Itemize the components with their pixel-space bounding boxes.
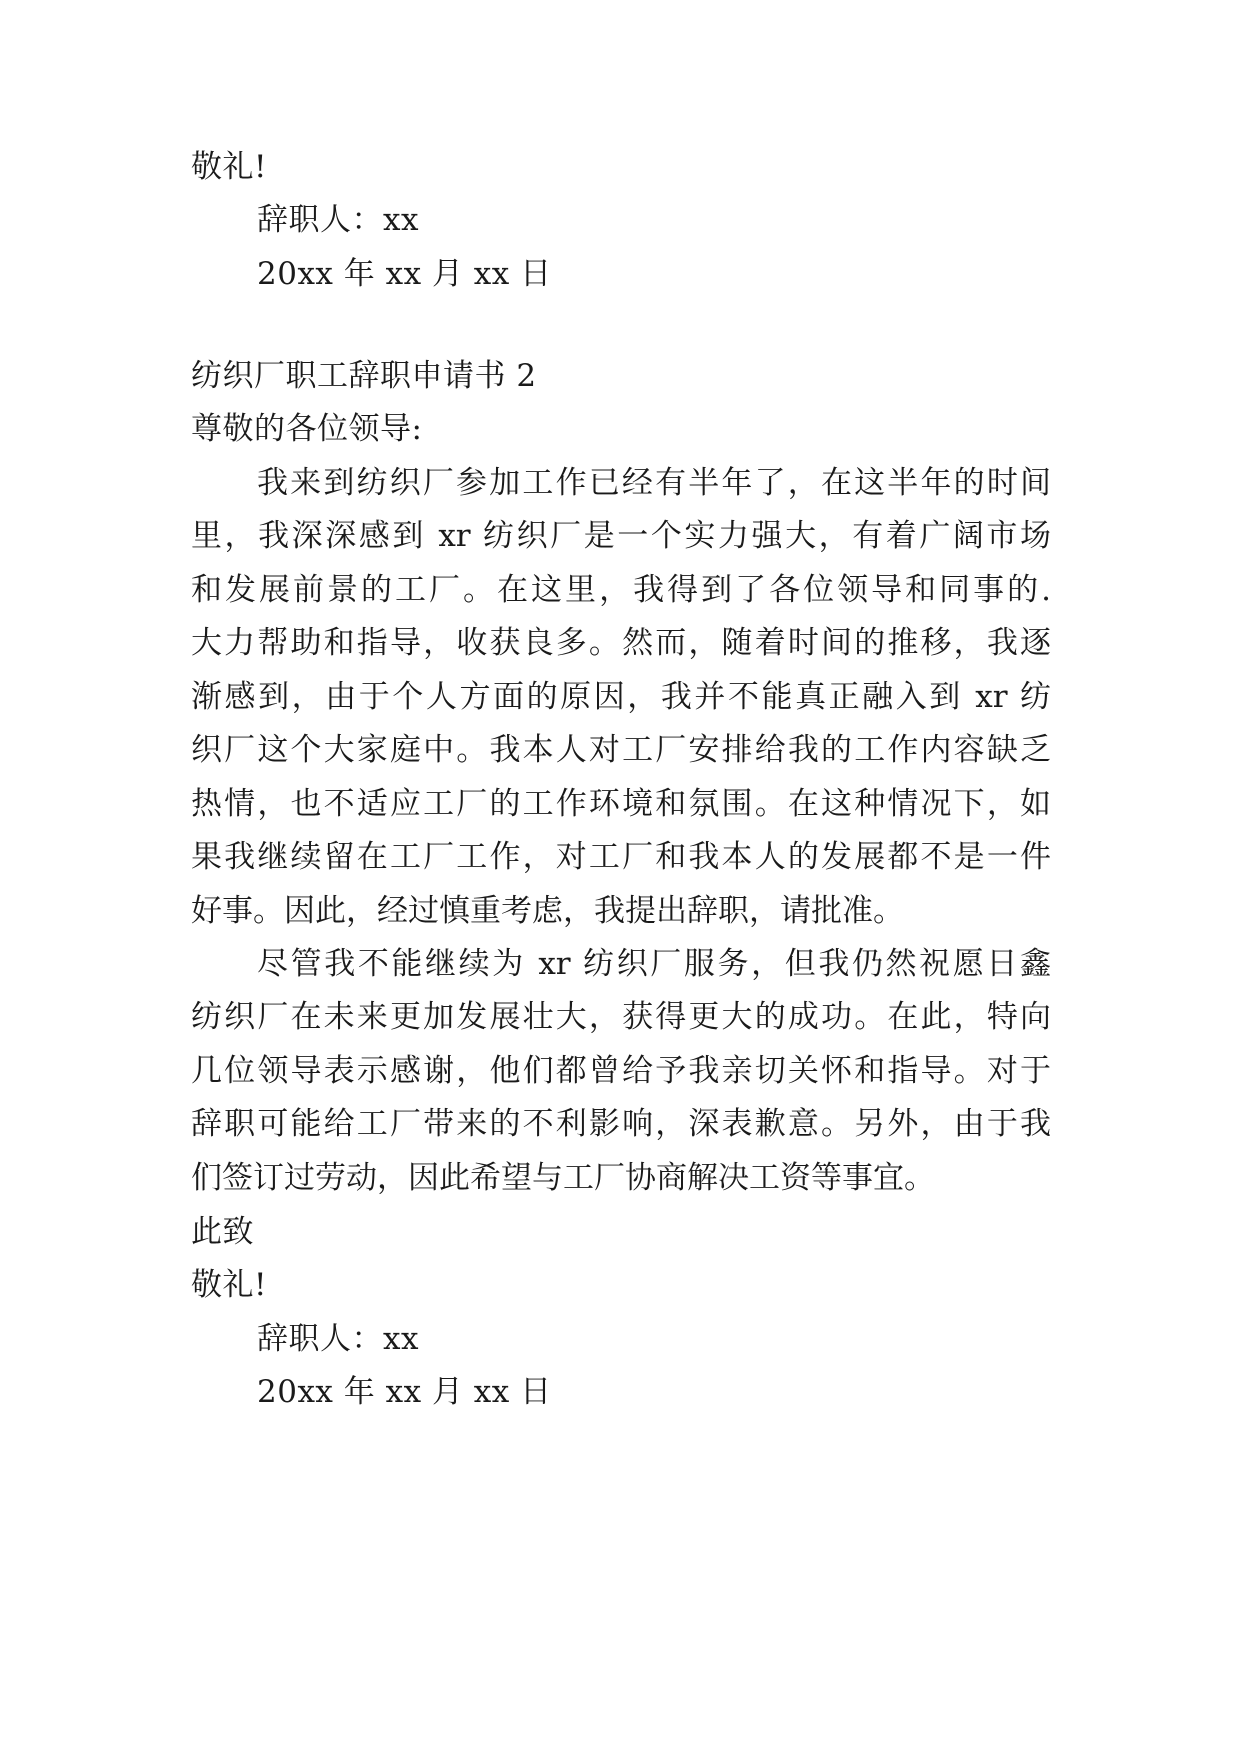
- paragraph-line: 果我继续留在工厂工作，对工厂和我本人的发展都不是一件: [191, 839, 1051, 875]
- closing-text: 此致: [191, 1214, 254, 1250]
- signer-text: 辞职人：xx: [257, 1321, 419, 1357]
- salute-text: 敬礼!: [191, 149, 267, 185]
- signer-text: 辞职人：xx: [257, 202, 419, 238]
- salute-text: 敬礼!: [191, 1267, 267, 1303]
- paragraph-line: 热情，也不适应工厂的工作环境和氛围。在这种情况下，如: [191, 786, 1051, 822]
- date-text: 20xx 年 xx 月 xx 日: [257, 256, 552, 292]
- paragraph-line: 渐感到，由于个人方面的原因，我并不能真正融入到 xr 纺: [191, 679, 1051, 715]
- greeting-text: 尊敬的各位领导:: [191, 411, 423, 447]
- paragraph-line: 和发展前景的工厂。在这里，我得到了各位领导和同事的.: [191, 572, 1051, 608]
- paragraph-line: 我来到纺织厂参加工作已经有半年了，在这半年的时间: [257, 465, 1051, 501]
- paragraph-line: 织厂这个大家庭中。我本人对工厂安排给我的工作内容缺乏: [191, 732, 1051, 768]
- paragraph-line: 纺织厂在未来更加发展壮大，获得更大的成功。在此，特向: [191, 999, 1051, 1035]
- letter-title: 纺织厂职工辞职申请书 2: [191, 358, 537, 394]
- paragraph-line: 好事。因此，经过慎重考虑，我提出辞职，请批准。: [191, 893, 904, 929]
- paragraph-line: 大力帮助和指导，收获良多。然而，随着时间的推移，我逐: [191, 625, 1051, 661]
- paragraph-line: 几位领导表示感谢，他们都曾给予我亲切关怀和指导。对于: [191, 1053, 1051, 1089]
- paragraph-line: 尽管我不能继续为 xr 纺织厂服务，但我仍然祝愿日鑫: [257, 946, 1051, 982]
- date-text: 20xx 年 xx 月 xx 日: [257, 1374, 552, 1410]
- paragraph-line: 们签订过劳动，因此希望与工厂协商解决工资等事宜。: [191, 1160, 935, 1196]
- paragraph-line: 里，我深深感到 xr 纺织厂是一个实力强大，有着广阔市场: [191, 518, 1051, 554]
- paragraph-line: 辞职可能给工厂带来的不利影响，深表歉意。另外，由于我: [191, 1106, 1051, 1142]
